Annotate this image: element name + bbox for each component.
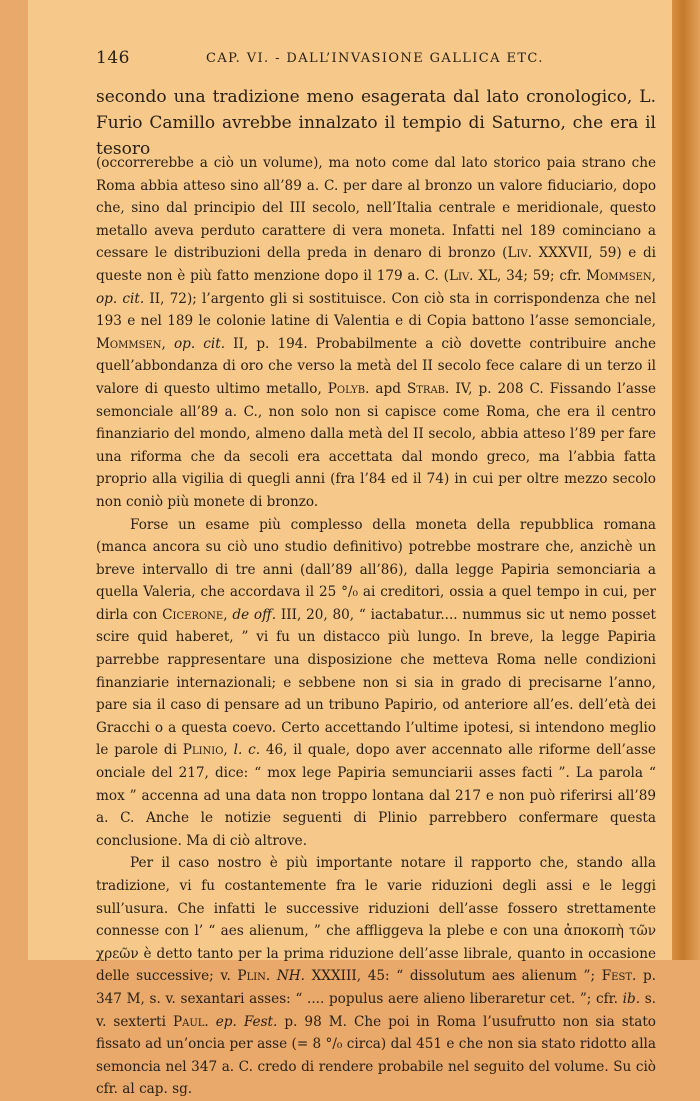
- author-citation: Paul.: [172, 1013, 209, 1030]
- note-text: XXXVII, 59) e di queste non è più fatto menzione dopo il 179 a. C. (: [96, 245, 657, 284]
- book-spine-edge: [672, 0, 700, 960]
- note-paragraph: [96, 152, 656, 514]
- note-text: apd: [369, 380, 407, 397]
- note-text: Forse un esame più complesso della moneta della repubblica romana (manca ancora su ciò uno studio definitivo) potrebbe mostrare che, anzichè un breve intervallo di tre anni (dall’89 all’86), dalla legge Papiria semonciaria a quella Valeria, che accordava il 25 °/₀ ai creditori, ossia a quel tempo in cui, per dirla con: [96, 516, 656, 623]
- work-citation: ib.: [622, 990, 641, 1007]
- note-text: [166, 336, 174, 352]
- chapter-title: CAP. VI. - DALL’INVASIONE GALLICA ETC.: [206, 51, 544, 66]
- note-text: p. 347 M, s. v. sexantari asses: “ .... populus aere alieno liberaretur cet. ”; cfr.: [96, 968, 656, 1007]
- work-citation: op. cit.: [173, 335, 226, 352]
- work-citation: de off.: [232, 606, 277, 623]
- note-text: XL, 34; 59; cfr.: [473, 267, 587, 284]
- main-text: [96, 84, 656, 162]
- page-number: 146: [96, 48, 130, 68]
- main-paragraph: secondo una tradizione meno esagerata dal lato cronologico, L. Furio Camillo avrebbe innalzato il tempio di Saturno, che era il tesoro: [96, 87, 656, 159]
- author-citation: Liv.: [448, 267, 474, 284]
- note-text: II, p. 194. Probabilmente a ciò dovette contribuire anche quell’abbondanza di oro che verso la metà del II secolo fece calare di un terzo il valore di questo ultimo metallo,: [96, 335, 656, 397]
- note-text: (occorrerebbe a ciò un volume), ma noto come dal lato storico paia strano che Roma abbia atteso sino all’89 a. C. per dare al bronzo un valore fiduciario, dopo che, sino dal principio del III secolo, nell’Italia centrale e meridionale, questo metallo aveva perduto carattere di vera moneta. Infatti nel 189 cominciano a cessare le distribuzioni della preda in denaro di bronzo (: [96, 155, 656, 262]
- running-head: [96, 48, 656, 76]
- note-text: 46, il quale, dopo aver accennato alle riforme dell’asse onciale del 217, dice: “ mox lege Papiria semunciarii asses facti ”. La parola “ mox ” accenna ad una data non troppo lontana dal 217 e non può riferirsi all’89 a. C. Anche le notizie seguenti di Plinio parrebbero confermare questa conclusione. Ma di ciò altrove.: [96, 742, 656, 849]
- note-paragraph: [96, 514, 656, 853]
- note-text: III, 20, 80, “ iactabatur.... nummus sic ut nemo posset scire quid haberet, ” vi fu un distacco più lungo. In breve, la legge Papiria parrebbe rappresentare una disposizione che metteva Roma nelle condizioni finanziarie internazionali; e sebbene non si sia in grado di precisarne l’anno, pare sia il caso di pensare ad un tribuno Papirio, od anteriore all’es. dell’età dei Gracchi o a questa coevo. Certo accettando l’ultime ipotesi, si intendono meglio le parole di: [96, 606, 656, 759]
- author-citation: Cicerone,: [162, 606, 228, 623]
- author-citation: Strab.: [406, 380, 450, 397]
- work-citation: op. cit.: [96, 290, 145, 307]
- work-citation: NH.: [276, 968, 305, 985]
- footnote-block: [96, 152, 656, 1101]
- note-text: [209, 1014, 216, 1030]
- note-paragraph: [96, 852, 656, 1101]
- note-text: [270, 968, 277, 984]
- author-citation: Plin.: [237, 968, 271, 985]
- note-text: XXXIII, 45: “ dissolutum aes alienum ”;: [304, 968, 602, 985]
- note-text: IV, p. 208 C. Fissando l’asse semonciale all’89 a. C., non solo non si capisce come Roma, che era il centro finanziario del mondo, almeno dalla metà del II secolo, abbia atteso l’89 per fare una riforma che da secoli era accettata dal mondo greco, ma l’abbia fatta proprio alla vigilia di quegli anni (fra l’84 ed il 74) in cui per oltre mezzo secolo non coniò più monete di bronzo.: [96, 380, 656, 510]
- author-citation: Polyb.: [327, 380, 370, 397]
- note-text: II, 72); l’argento gli si sostituisce. Con ciò sta in corrispondenza che nel 193 e nel 189 le colonie latine di Valentia e di Copia battono l’asse semonciale,: [96, 290, 656, 330]
- author-citation: Plinio,: [182, 742, 228, 759]
- book-page: [28, 0, 676, 1098]
- author-citation: Liv.: [507, 245, 532, 262]
- work-citation: l. c.: [233, 742, 261, 759]
- author-citation: Fest.: [601, 968, 637, 985]
- author-citation: Mommsen,: [586, 267, 656, 284]
- author-citation: Mommsen,: [96, 335, 166, 352]
- note-text: s. v. sexterti: [96, 990, 656, 1030]
- note-text: p. 98 M. Che poi in Roma l’usufrutto non sia stato fissato ad un’oncia per asse (= 8 °/₀ circa) dal 451 e che non sia stato ridotto alla semoncia nel 347 a. C. credo di rendere probabile nel seguito del volume. Su ciò cfr. al cap. sg.: [96, 1013, 656, 1098]
- note-text: Per il caso nostro è più importante notare il rapporto che, stando alla tradizione, vi fu costantemente fra le varie riduzioni degli assi e le leggi sull’usura. Che infatti le successive riduzioni dell’asse fossero strettamente connesse con l’ “ aes alienum, ” che affliggeva la plebe e con una ἀποκοπὴ τῶν χρεῶν è detto tanto per la prima riduzione dell’asse librale, quanto in occasione delle successive; v.: [96, 855, 656, 985]
- work-citation: ep. Fest.: [215, 1013, 278, 1030]
